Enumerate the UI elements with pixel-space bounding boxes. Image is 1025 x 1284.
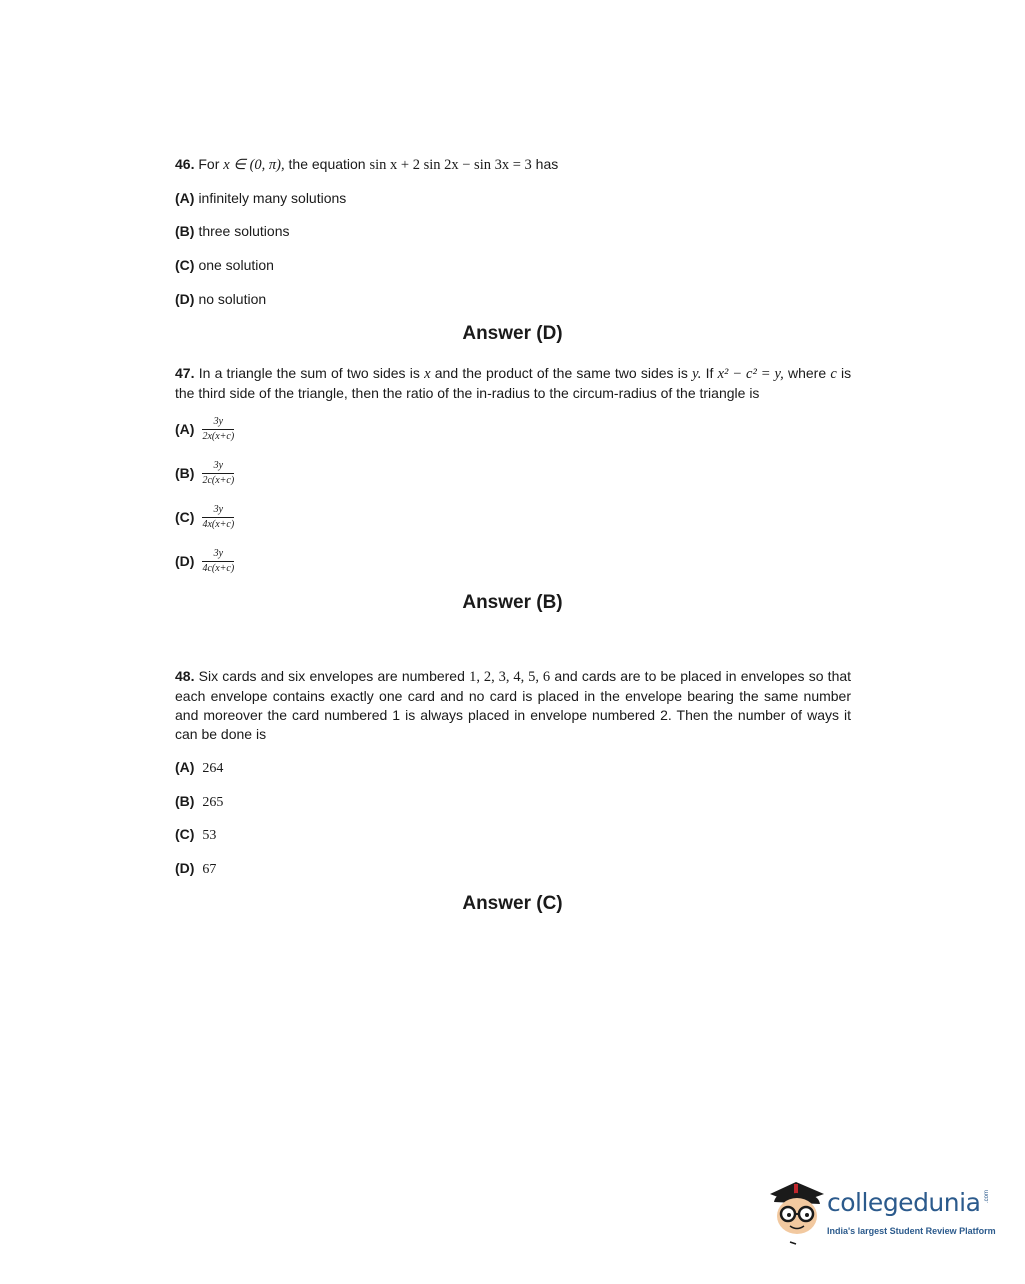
option-label: (A) — [175, 190, 195, 206]
question-text: is the third side of the triangle, then the ratio of the in-radius to the circum-radius of the triangle is — [175, 365, 852, 401]
question-number: 46. — [175, 156, 195, 172]
question-text: and the product of the same two sides is — [434, 365, 688, 381]
option-label: (A) — [175, 759, 195, 775]
fraction-denominator: 4c(x+c) — [202, 563, 235, 574]
question-text: the equation — [288, 156, 366, 172]
logo-domain: .com — [984, 1189, 990, 1203]
option-label: (C) — [175, 826, 195, 842]
fraction — [202, 504, 234, 531]
fraction-denominator: 2c(x+c) — [202, 475, 235, 486]
option-c — [175, 504, 234, 531]
math-domain: x ∈ (0, π), — [223, 157, 285, 173]
fraction-denominator: 2x(x+c) — [202, 431, 235, 442]
question-number: 48. — [175, 668, 195, 684]
option-label: (D) — [175, 291, 195, 307]
question-text: If — [705, 365, 714, 381]
option-label: (D) — [175, 860, 195, 876]
option-a — [175, 189, 346, 208]
option-b — [175, 792, 223, 812]
fraction-numerator: 3y — [202, 416, 234, 430]
option-text: no solution — [198, 291, 267, 307]
question-number: 47. — [175, 365, 195, 381]
question-text: Six cards and six envelopes are numbered — [198, 668, 465, 684]
option-a — [175, 758, 223, 778]
option-text: 53 — [202, 828, 217, 843]
option-b — [175, 460, 234, 487]
fraction-numerator: 3y — [202, 504, 234, 518]
question-48-stem — [175, 667, 851, 744]
option-label: (B) — [175, 223, 195, 239]
fraction-denominator: 4x(x+c) — [202, 519, 235, 530]
option-d — [175, 290, 266, 309]
option-text: 67 — [202, 862, 217, 877]
option-b — [175, 222, 290, 241]
fraction — [202, 548, 234, 575]
fraction-numerator: 3y — [202, 548, 234, 562]
option-text: infinitely many solutions — [198, 190, 347, 206]
option-d — [175, 548, 234, 575]
fraction-numerator: 3y — [202, 460, 234, 474]
logo-wordmark: collegedunia — [827, 1188, 981, 1217]
option-text: three solutions — [198, 223, 290, 239]
question-text: where — [787, 365, 827, 381]
logo-tagline: India's largest Student Review Platform — [827, 1226, 996, 1236]
option-c — [175, 256, 274, 275]
option-text: 265 — [202, 795, 224, 810]
mascot-icon — [766, 1176, 828, 1256]
math-equation: sin x + 2 sin 2x − sin 3x = 3 — [369, 157, 532, 173]
option-label: (C) — [175, 257, 195, 273]
question-text: In a triangle the sum of two sides is — [198, 365, 420, 381]
answer-47: Answer (B) — [462, 592, 563, 613]
math-numbers: 1, 2, 3, 4, 5, 6 — [469, 669, 551, 685]
option-label: (A) — [175, 421, 195, 437]
option-label: (C) — [175, 509, 195, 525]
option-label: (B) — [175, 465, 195, 481]
math-var: x — [424, 366, 431, 382]
option-label: (B) — [175, 793, 195, 809]
question-text: and cards are to be placed in envelopes so that each envelope contains exactly one card and no card is placed in the envelope bearing the same number and moreover the card numbered 1 is always placed in envelope numbered 2. Then the number of ways it can be done is — [175, 668, 852, 742]
fraction — [202, 460, 234, 487]
option-text: one solution — [198, 257, 274, 273]
math-var: c — [830, 366, 837, 382]
option-text: 264 — [202, 761, 224, 776]
answer-46: Answer (D) — [462, 323, 563, 344]
question-47-stem — [175, 364, 851, 403]
option-c — [175, 825, 216, 845]
collegedunia-logo — [766, 1176, 996, 1256]
math-var: y. — [692, 366, 702, 382]
answer-48: Answer (C) — [462, 893, 563, 914]
option-a — [175, 416, 234, 443]
option-d — [175, 859, 216, 879]
question-text: For — [198, 156, 220, 172]
question-46-stem — [175, 155, 851, 175]
question-text: has — [535, 156, 559, 172]
option-label: (D) — [175, 553, 195, 569]
fraction — [202, 416, 234, 443]
math-condition: x² − c² = y, — [717, 366, 784, 382]
